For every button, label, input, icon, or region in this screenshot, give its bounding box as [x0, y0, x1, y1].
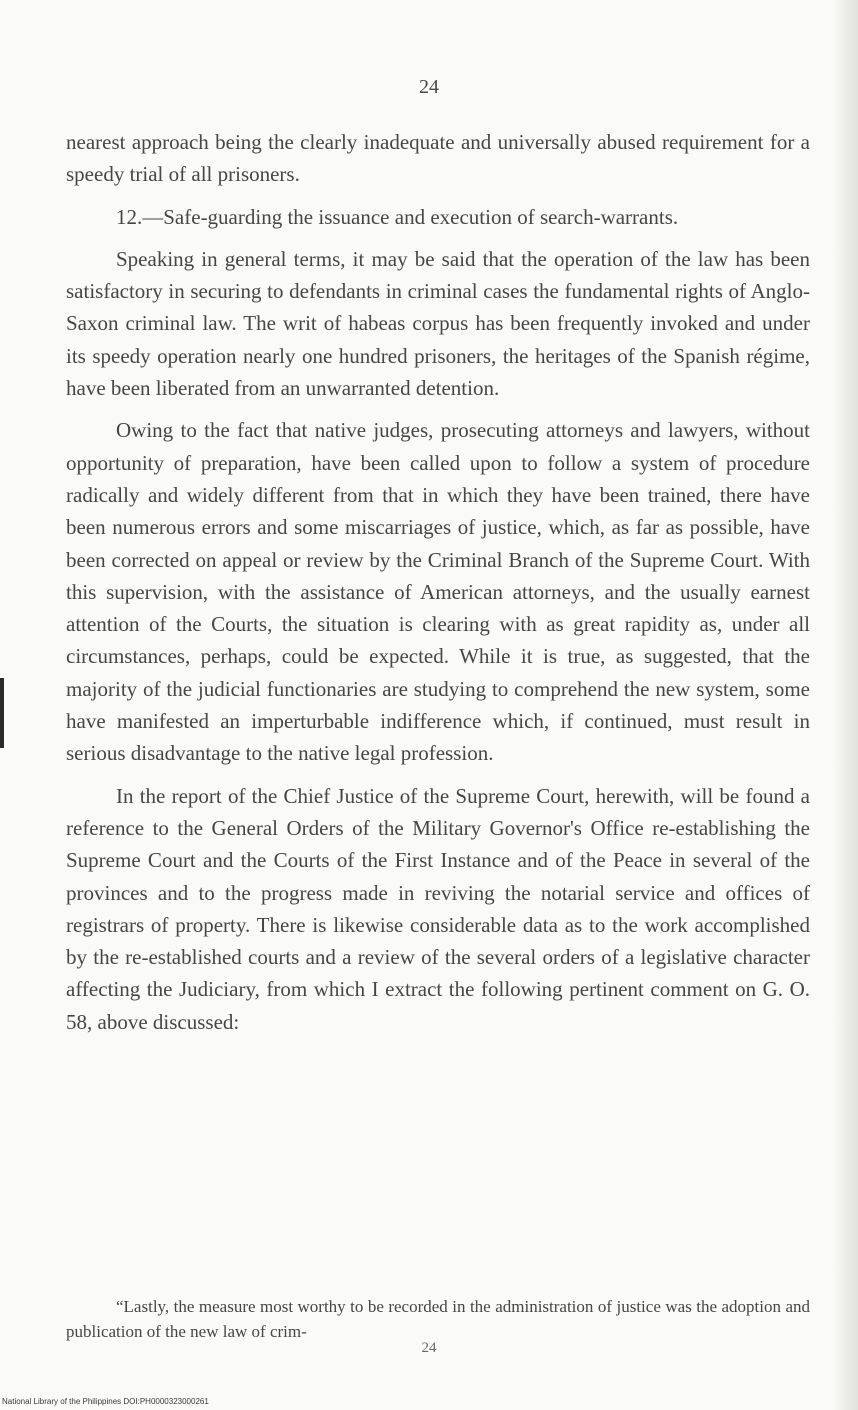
- paragraph-section-12: 12.—Safe-guarding the issuance and execution of search-warrants.: [116, 204, 679, 229]
- page-edge-shadow: [832, 0, 858, 1410]
- paragraph-continuation: nearest approach being the clearly inadequate and universally abused requirement for a speedy trial of all prisoners.: [66, 130, 810, 187]
- body-text: [66, 126, 810, 1048]
- library-credit: National Library of the Philippines DOI:PH0000323000261: [2, 1397, 209, 1406]
- page-number: 24: [419, 76, 439, 98]
- quoted-excerpt: [66, 1294, 810, 1344]
- paragraph-operation-of-law: Speaking in general terms, it may be said that the operation of the law has been satisfactory in securing to defendants in criminal cases the fundamental rights of Anglo-Saxon criminal law. The writ of habeas corpus has been frequently invoked and under its speedy operation nearly one hundred prisoners, the heritages of the Spanish régime, have been liberated from an unwarranted detention.: [66, 246, 810, 401]
- scan-margin-mark: [0, 678, 4, 748]
- paragraph-chief-justice-report: In the report of the Chief Justice of the Supreme Court, herewith, will be found a reference to the General Orders of the Military Governor's Office re-establishing the Supreme Court and the Courts of the First Instance and of the Peace in several of the provinces and to the progress made in reviving the notarial service and offices of registrars of property. There is likewise considerable data as to the work accomplished by the re-established courts and a review of the several orders of a legislative character affecting the Judiciary, from which I extract the following pertinent comment on G. O. 58, above discussed:: [66, 783, 810, 1034]
- quote-paragraph: “Lastly, the measure most worthy to be recorded in the administration of justice was the adoption and publication of the new law of crim-: [66, 1297, 810, 1341]
- paragraph-native-judges: Owing to the fact that native judges, prosecuting attorneys and lawyers, without opportunity of preparation, have been called upon to follow a system of procedure radically and widely different from that in which they have been trained, there have been numerous errors and some miscarriages of justice, which, as far as possible, have been corrected on appeal or review by the Criminal Branch of the Supreme Court. With this supervision, with the assistance of American attorneys, and the usually earnest attention of the Courts, the situation is clearing with as great rapidity as, under all circumstances, perhaps, could be expected. While it is true, as suggested, that the majority of the judicial functionaries are studying to comprehend the new system, some have manifested an imperturbable indifference which, if continued, must result in serious disadvantage to the native legal profession.: [66, 418, 810, 766]
- bottom-page-number: 24: [421, 1340, 437, 1356]
